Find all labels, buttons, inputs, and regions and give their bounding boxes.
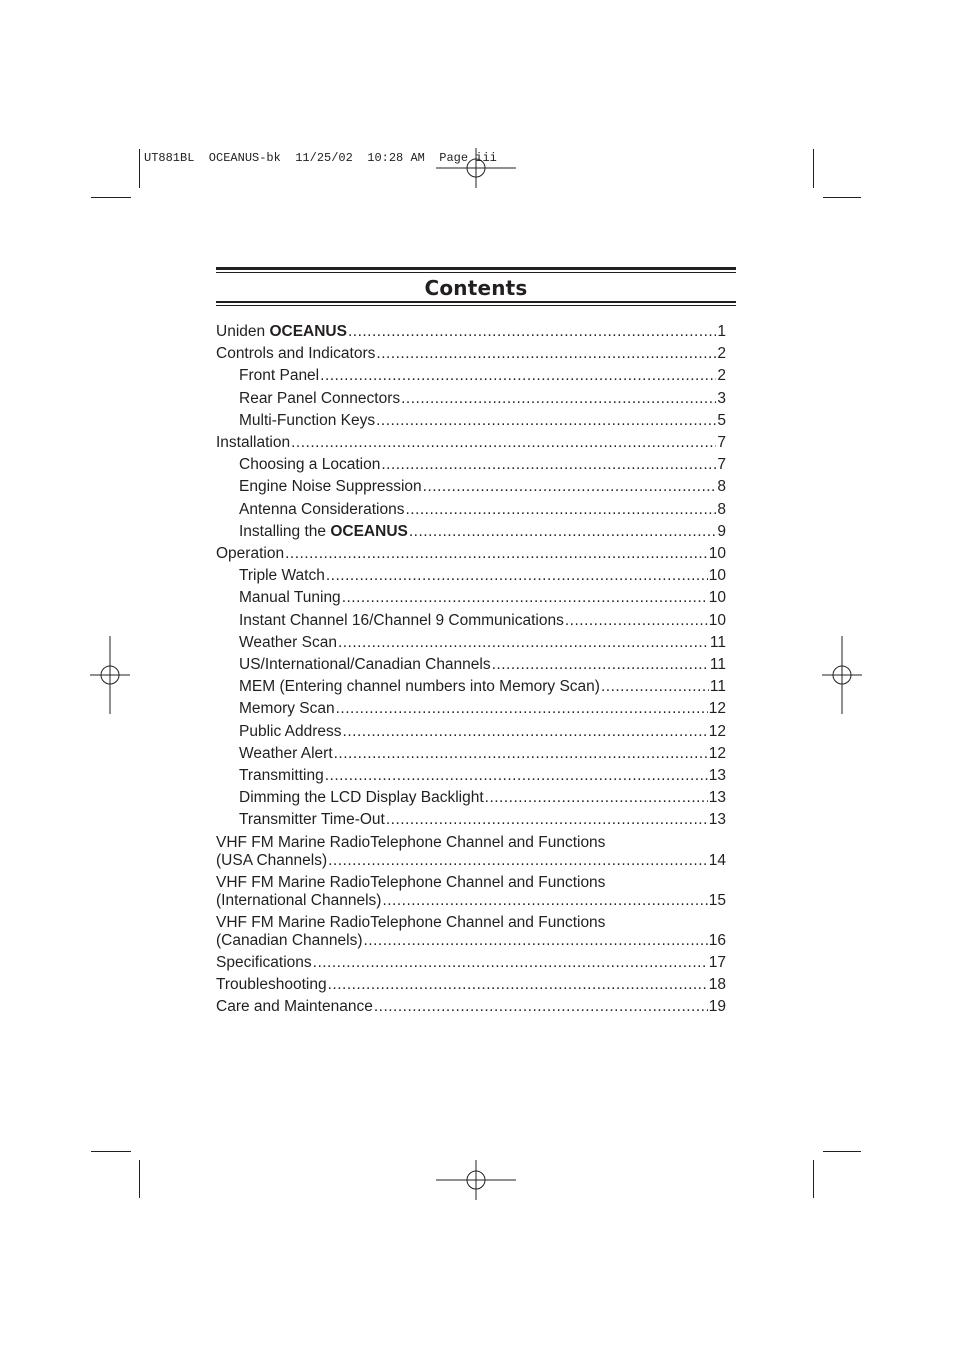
toc-page-number: 11 <box>709 678 726 696</box>
toc-entry-title: Care and Maintenance <box>216 998 373 1016</box>
toc-entry-title: Weather Scan <box>239 633 337 651</box>
dot-leader <box>336 698 708 720</box>
toc-entry[interactable] <box>216 912 726 952</box>
toc-entry-title: Troubleshooting <box>216 975 327 993</box>
crop-mark-bottom-left-horizontal <box>91 1151 131 1152</box>
toc-entry-title: (Canadian Channels) <box>216 931 363 949</box>
title-rule-bottom-thick <box>216 301 736 303</box>
toc-page-number: 1 <box>717 323 726 340</box>
toc-page-number: 3 <box>717 389 726 407</box>
toc-entry[interactable] <box>216 410 726 432</box>
toc-page-number: 9 <box>717 522 726 540</box>
toc-entry[interactable] <box>216 743 726 765</box>
product-name: OCEANUS <box>269 323 347 340</box>
toc-entry-title-line1: VHF FM Marine RadioTelephone Channel and Functions <box>216 913 606 931</box>
toc-entry-title: Antenna Considerations <box>239 500 405 518</box>
toc-entry[interactable] <box>216 343 726 365</box>
toc-entry[interactable] <box>216 388 726 410</box>
title-rule-top-thin <box>216 272 736 273</box>
dot-leader <box>485 787 708 809</box>
toc-page-number: 18 <box>708 975 726 993</box>
toc-entry-title: Instant Channel 16/Channel 9 Communications <box>239 611 564 629</box>
toc-page-number: 10 <box>708 567 726 585</box>
toc-entry-title: Engine Noise Suppression <box>239 478 422 496</box>
toc-entry-title: Controls and Indicators <box>216 345 376 363</box>
toc-page-number: 7 <box>717 434 726 452</box>
toc-entry[interactable] <box>216 610 726 632</box>
toc-page-number: 13 <box>708 789 726 807</box>
toc-page-number: 2 <box>717 367 726 385</box>
dot-leader <box>313 952 708 974</box>
toc-page-number: 16 <box>708 931 726 949</box>
registration-mark-left <box>90 636 130 714</box>
dot-leader <box>409 521 717 543</box>
toc-page-number: 11 <box>709 633 726 651</box>
toc-entry-title: MEM (Entering channel numbers into Memory Scan) <box>239 678 600 696</box>
toc-entry-title: (USA Channels) <box>216 851 328 869</box>
toc-entry-title-line1: VHF FM Marine RadioTelephone Channel and Functions <box>216 873 606 891</box>
toc-entry[interactable] <box>216 832 726 872</box>
product-name: OCEANUS <box>330 522 408 540</box>
toc-page-number: 12 <box>708 700 726 718</box>
toc-entry[interactable] <box>216 809 726 831</box>
toc-entry[interactable] <box>216 676 726 698</box>
dot-leader <box>325 765 708 787</box>
toc-entry[interactable] <box>216 565 726 587</box>
toc-page-number: 13 <box>708 767 726 785</box>
dot-leader <box>492 654 709 676</box>
toc-page-number: 5 <box>717 411 726 429</box>
dot-leader <box>363 932 707 950</box>
toc-entry-title: Specifications <box>216 953 312 971</box>
toc-page-number: 2 <box>717 345 726 363</box>
table-of-contents <box>216 321 726 1018</box>
toc-entry-title: Manual Tuning <box>239 589 341 607</box>
toc-entry-title: Triple Watch <box>239 567 325 585</box>
dot-leader <box>343 721 708 743</box>
toc-entry-title: Choosing a Location <box>239 456 381 474</box>
dot-leader <box>401 388 716 410</box>
toc-page-number: 12 <box>708 722 726 740</box>
toc-page-number: 19 <box>708 998 726 1016</box>
crop-mark-bottom-right-horizontal <box>823 1151 861 1152</box>
page-title: Contents <box>424 276 528 300</box>
toc-entry-title: Transmitter Time-Out <box>239 811 385 829</box>
dot-leader <box>382 892 707 910</box>
toc-entry-title: US/International/Canadian Channels <box>239 656 491 674</box>
dot-leader <box>376 343 716 365</box>
crop-mark-top-right-vertical <box>813 149 814 188</box>
toc-entry[interactable] <box>216 432 726 454</box>
toc-entry[interactable] <box>216 521 726 543</box>
dot-leader <box>338 632 709 654</box>
toc-entry[interactable] <box>216 952 726 974</box>
toc-page-number: 7 <box>717 456 726 474</box>
toc-entry[interactable] <box>216 974 726 996</box>
registration-mark-top <box>436 148 516 188</box>
dot-leader <box>291 432 716 454</box>
toc-page-number: 13 <box>708 811 726 829</box>
toc-entry-title: Operation <box>216 545 285 563</box>
toc-page-number: 10 <box>708 611 726 629</box>
dot-leader <box>601 676 709 698</box>
toc-entry-title: Memory Scan <box>239 700 335 718</box>
toc-entry[interactable] <box>216 632 726 654</box>
toc-entry[interactable] <box>216 996 726 1018</box>
toc-page-number: 11 <box>709 656 726 674</box>
toc-entry[interactable] <box>216 872 726 912</box>
dot-leader <box>423 476 717 498</box>
toc-entry-title: Rear Panel Connectors <box>239 389 401 407</box>
toc-page-number: 15 <box>708 891 726 909</box>
toc-entry-title: Dimming the LCD Display Backlight <box>239 789 484 807</box>
toc-page-number: 14 <box>708 851 726 869</box>
title-rule-top-thick <box>216 267 736 270</box>
dot-leader <box>565 610 708 632</box>
dot-leader <box>386 809 708 831</box>
toc-entry-title: Uniden OCEANUS <box>216 323 347 340</box>
crop-mark-bottom-right-vertical <box>813 1160 814 1198</box>
toc-entry[interactable] <box>216 787 726 809</box>
toc-page-number: 10 <box>708 545 726 563</box>
dot-leader <box>405 499 716 521</box>
toc-entry-title: Multi-Function Keys <box>239 411 376 429</box>
toc-entry[interactable] <box>216 365 726 387</box>
toc-entry-title: (International Channels) <box>216 891 382 909</box>
dot-leader <box>374 996 708 1018</box>
toc-entry[interactable] <box>216 654 726 676</box>
toc-entry-title: Front Panel <box>239 367 320 385</box>
toc-entry-title: Installing the OCEANUS <box>239 522 408 540</box>
toc-entry[interactable] <box>216 765 726 787</box>
dot-leader <box>328 974 708 996</box>
toc-entry-title: Installation <box>216 434 291 452</box>
toc-entry[interactable] <box>216 543 726 565</box>
dot-leader <box>326 565 708 587</box>
toc-entry[interactable] <box>216 499 726 521</box>
crop-mark-top-right-horizontal <box>823 197 861 198</box>
toc-entry[interactable] <box>216 321 726 343</box>
dot-leader <box>320 365 716 387</box>
toc-entry[interactable] <box>216 721 726 743</box>
toc-page-number: 8 <box>717 500 726 518</box>
toc-entry[interactable] <box>216 476 726 498</box>
toc-entry[interactable] <box>216 454 726 476</box>
dot-leader <box>376 410 716 432</box>
toc-page-number: 10 <box>708 589 726 607</box>
printer-slug: UT881BL OCEANUS-bk 11/25/02 10:28 AM Page iii <box>144 151 497 165</box>
dot-leader <box>334 743 708 765</box>
toc-entry[interactable] <box>216 587 726 609</box>
toc-entry[interactable] <box>216 698 726 720</box>
toc-entry-title: Weather Alert <box>239 744 333 762</box>
toc-entry-title-line1: VHF FM Marine RadioTelephone Channel and Functions <box>216 833 606 851</box>
dot-leader <box>348 321 716 343</box>
toc-entry-title: Transmitting <box>239 767 324 785</box>
title-rule-bottom-thin <box>216 305 736 306</box>
dot-leader <box>285 543 708 565</box>
crop-mark-top-left-vertical <box>139 149 140 188</box>
dot-leader <box>328 852 708 870</box>
registration-mark-right <box>822 636 862 714</box>
crop-mark-top-left-horizontal <box>91 197 131 198</box>
toc-entry-title: Public Address <box>239 722 342 740</box>
dot-leader <box>342 587 708 609</box>
registration-mark-bottom <box>436 1160 516 1200</box>
toc-page-number: 17 <box>708 953 726 971</box>
toc-page-number: 8 <box>717 478 726 496</box>
crop-mark-bottom-left-vertical <box>139 1160 140 1198</box>
dot-leader <box>381 454 716 476</box>
toc-page-number: 12 <box>708 744 726 762</box>
